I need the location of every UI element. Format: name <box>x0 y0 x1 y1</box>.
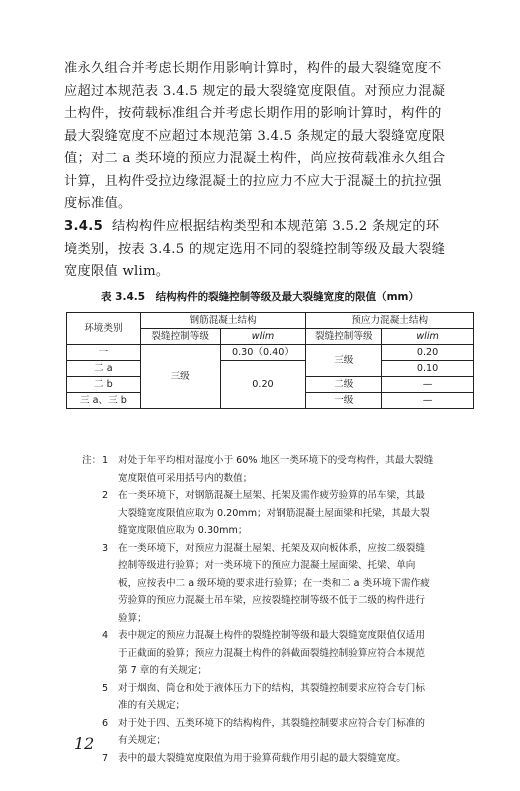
table-notes <box>82 452 482 767</box>
note-line: 缝宽度限值应取为 0.30mm； <box>118 525 248 536</box>
pc-grade-cell: 三级 <box>306 345 382 377</box>
note-line: 对处于年平均相对湿度小于 60% 地区一类环境下的受弯构件，其最大裂缝 <box>118 455 434 466</box>
text-line: 宽度限值 wlim。 <box>64 264 170 279</box>
note-number: 1 <box>102 455 109 466</box>
pc-wlim-cell: 0.20 <box>382 345 474 361</box>
text-line: 结构构件应根据结构类型和本规范第 3.5.2 条规定的环 <box>112 219 440 234</box>
note-number: 2 <box>102 490 109 501</box>
text-line: 值；对二 a 类环境的预应力混凝土构件，尚应按荷载准永久组合 <box>64 151 446 166</box>
text-line: 最大裂缝宽度不应超过本规范第 3.4.5 条规定的最大裂缝宽度限 <box>64 128 446 144</box>
note-number: 4 <box>102 630 109 641</box>
note-item <box>82 750 482 768</box>
rc-wlim-cell: 0.30（0.40） <box>220 345 306 361</box>
note-line: 有关规定； <box>118 735 166 746</box>
note-line: 对于烟囱、筒仓和处于液体压力下的结构，其裂缝控制要求应符合专门标 <box>118 682 425 694</box>
clause-number: 3.4.5 <box>64 219 104 234</box>
note-line: 在一类环境下，对钢筋混凝土屋架、托架及需作疲劳验算的吊车梁，其最 <box>118 490 425 501</box>
note-number: 5 <box>102 682 109 694</box>
pc-wlim-cell: 0.10 <box>382 361 474 377</box>
note-number: 6 <box>102 717 109 729</box>
note-item <box>82 680 482 715</box>
note-line: 表中的最大裂缝宽度限值为用于验算荷载作用引起的最大裂缝宽度。 <box>118 752 406 764</box>
pc-wlim-cell: — <box>382 393 474 409</box>
env-cell: 一 <box>67 345 141 361</box>
text-line: 应超过本规范表 3.4.5 规定的最大裂缝宽度限值。对预应力混凝 <box>64 83 446 99</box>
note-line: 板，应按表中二 a 级环境的要求进行验算；在一类和二 a 类环境下需作疲 <box>118 577 430 589</box>
rc-grade-cell: 三级 <box>140 345 220 409</box>
notes-label: 注： <box>82 455 102 466</box>
body-paragraph <box>64 58 484 216</box>
note-line: 大裂缝宽度限值应取为 0.20mm；对钢筋混凝土屋面梁和托梁，其最大裂 <box>118 507 430 519</box>
note-line: 宽度限值可采用括号内的数值； <box>118 472 253 484</box>
env-cell: 二 a <box>67 361 141 377</box>
note-item <box>82 715 482 750</box>
page-number: 12 <box>74 734 95 753</box>
pc-wlim-cell: — <box>382 377 474 393</box>
header-rc-wlim: wlim <box>220 329 306 345</box>
header-pc-wlim: wlim <box>382 329 474 345</box>
header-rc: 钢筋混凝土结构 <box>140 313 306 329</box>
text-line: 土构件，按荷载标准组合并考虑长期作用的影响计算时，构件的 <box>64 106 442 121</box>
note-line: 于正截面的验算；预应力混凝土构件的斜截面裂缝控制验算应符合本规范 <box>118 647 425 659</box>
pc-grade-cell: 一级 <box>306 393 382 409</box>
header-pc-grade: 裂缝控制等级 <box>306 329 382 345</box>
note-item <box>82 627 482 680</box>
text-line: 度标准值。 <box>64 196 132 211</box>
text-line: 准永久组合并考虑长期作用影响计算时，构件的最大裂缝宽度不 <box>64 61 442 76</box>
crack-width-table <box>66 312 474 409</box>
text-line: 境类别，按表 3.4.5 的规定选用不同的裂缝控制等级及最大裂缝 <box>64 241 446 257</box>
note-line: 准的有关规定； <box>118 700 186 711</box>
env-cell: 二 b <box>67 377 141 393</box>
header-env: 环境类别 <box>67 313 141 345</box>
note-line: 第 7 章的有关规定； <box>118 665 207 676</box>
note-line: 在一类环境下，对预应力混凝土屋架、托架及双向板体系，应按二级裂缝 <box>118 542 425 554</box>
note-number: 3 <box>102 542 109 554</box>
note-line: 劳验算的预应力混凝土吊车梁，应按裂缝控制等级不低于二级的构件进行 <box>118 595 425 606</box>
header-pc: 预应力混凝土结构 <box>306 313 474 329</box>
header-rc-grade: 裂缝控制等级 <box>140 329 220 345</box>
note-item <box>82 452 482 487</box>
note-number: 7 <box>102 752 109 764</box>
note-line: 表中规定的预应力混凝土构件的裂缝控制等级和最大裂缝宽度限值仅适用 <box>118 630 425 641</box>
note-line: 对于处于四、五类环境下的结构构件，其裂缝控制要求应符合专门标准的 <box>118 717 425 729</box>
pc-grade-cell: 二级 <box>306 377 382 393</box>
note-item <box>82 540 482 628</box>
rc-wlim-cell: 0.20 <box>220 361 306 409</box>
table-title: 表 3.4.5 结构构件的裂缝控制等级及最大裂缝宽度的限值（mm） <box>101 291 419 303</box>
text-line: 计算，且构件受拉边缘混凝土的拉应力不应大于混凝土的抗拉强 <box>64 173 442 189</box>
note-line: 验算； <box>118 612 147 624</box>
note-item <box>82 487 482 540</box>
note-line: 控制等级进行验算；对一类环境下的预应力混凝土屋面梁、托梁、单向 <box>118 560 416 571</box>
clause-3-4-5 <box>64 216 484 284</box>
env-cell: 三 a、三 b <box>67 393 141 409</box>
